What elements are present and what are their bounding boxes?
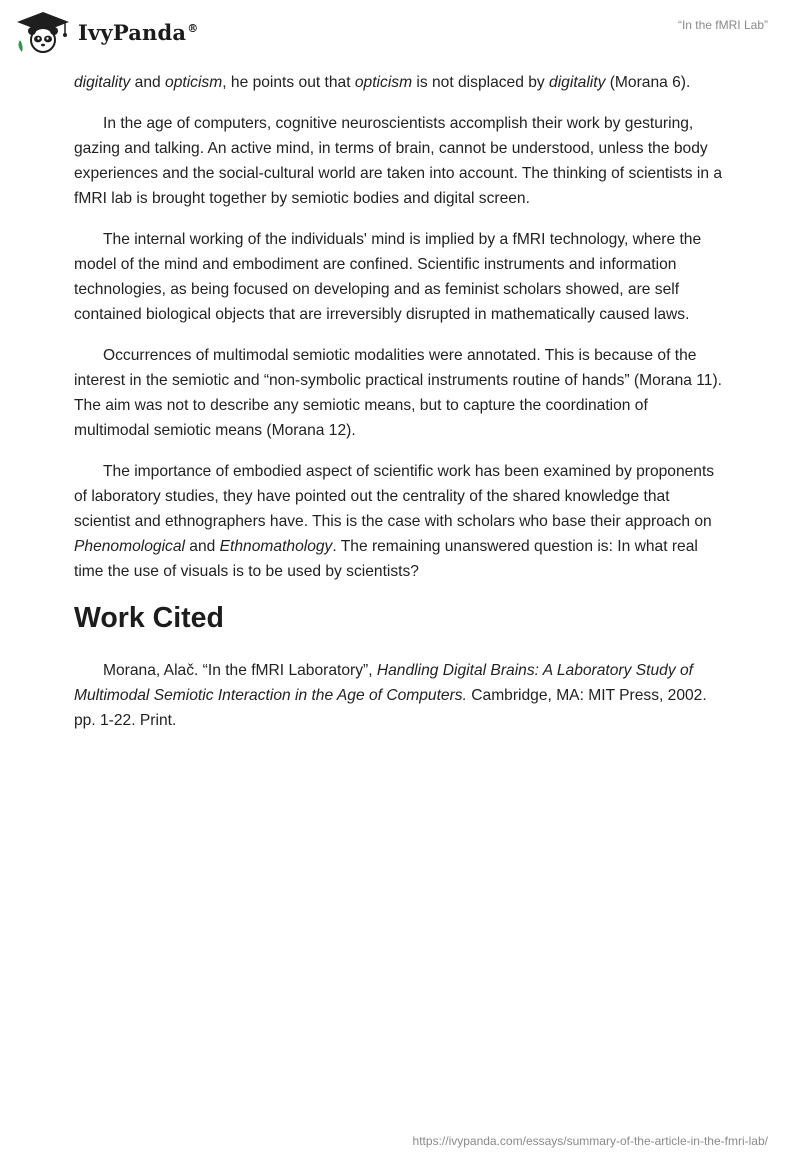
paragraph-list xyxy=(74,70,726,584)
paragraph-run: and xyxy=(130,74,166,91)
source-url[interactable]: https://ivypanda.com/essays/summary-of-the-article-in-the-fmri-lab/ xyxy=(412,1134,768,1148)
body-paragraph xyxy=(74,459,726,584)
paragraph-run: (Morana 6). xyxy=(605,74,691,91)
paragraph-run: opticism xyxy=(354,74,413,91)
citation-run: Cambridge, MA: MIT Press, 2002. pp. 1-22. Print. xyxy=(74,687,707,729)
paragraph-run: The importance of embodied aspect of scientific work has been examined by proponents of laboratory studies, they have pointed out the centrality of the shared knowledge that scientist and ethnographers have. This is the case with scholars who base their approach on xyxy=(74,463,715,530)
body-paragraph xyxy=(74,70,726,95)
citation-list xyxy=(74,658,726,733)
running-title: “In the fMRI Lab” xyxy=(677,18,768,32)
paragraph-run: digitality xyxy=(549,74,606,91)
body-paragraph xyxy=(74,343,726,443)
paragraph-run: Occurrences of multimodal semiotic modalities were annotated. This is because of the interest in the semiotic and “non-symbolic practical instruments routine of hands” (Morana 11). The aim was not to describe any semiotic means, but to capture the coordination of multimodal semiotic means (Morana 12). xyxy=(74,347,723,439)
paragraph-run: digitality xyxy=(74,74,131,91)
citation-entry xyxy=(74,658,726,733)
brand-logo[interactable] xyxy=(14,8,198,56)
paragraph-run: Phenomological xyxy=(74,538,185,555)
panda-graduate-icon xyxy=(14,10,72,54)
citation-run: Morana, Alač. “In the fMRI Laboratory”, xyxy=(103,662,377,679)
paragraph-run: , he points out that xyxy=(222,74,355,91)
brand-name: IvyPanda® xyxy=(78,19,199,45)
body-paragraph xyxy=(74,227,726,327)
works-cited-heading: Work Cited xyxy=(74,602,224,634)
paragraph-run: Ethnomathology xyxy=(219,538,333,555)
paragraph-run: In the age of computers, cognitive neuroscientists accomplish their work by gesturing, gazing and talking. An active mind, in terms of brain, cannot be understood, unless the body experiences and the social-cultural world are taken into account. The thinking of scientists in a fMRI lab is brought together by semiotic bodies and digital screen. xyxy=(74,115,723,207)
body-paragraph xyxy=(74,111,726,211)
paragraph-run: The internal working of the individuals' mind is implied by a fMRI technology, where the model of the mind and embodiment are confined. Scientific instruments and information technologies, as being focused on developing and as feminist scholars showed, are self contained biological objects that are irreversibly disrupted in mathematically caused laws. xyxy=(74,231,702,323)
essay-body xyxy=(74,70,726,749)
paragraph-run: and xyxy=(184,538,220,555)
citation-run: Handling Digital Brains: A Laboratory Study of Multimodal Semiotic Interaction in the Age of Computers. xyxy=(74,662,693,704)
paragraph-run: . The remaining unanswered question is: In what real time the use of visuals is to be used by scientists? xyxy=(74,538,698,580)
paragraph-run: opticism xyxy=(165,74,223,91)
page-header xyxy=(0,0,800,64)
paragraph-run: is not displaced by xyxy=(412,74,550,91)
